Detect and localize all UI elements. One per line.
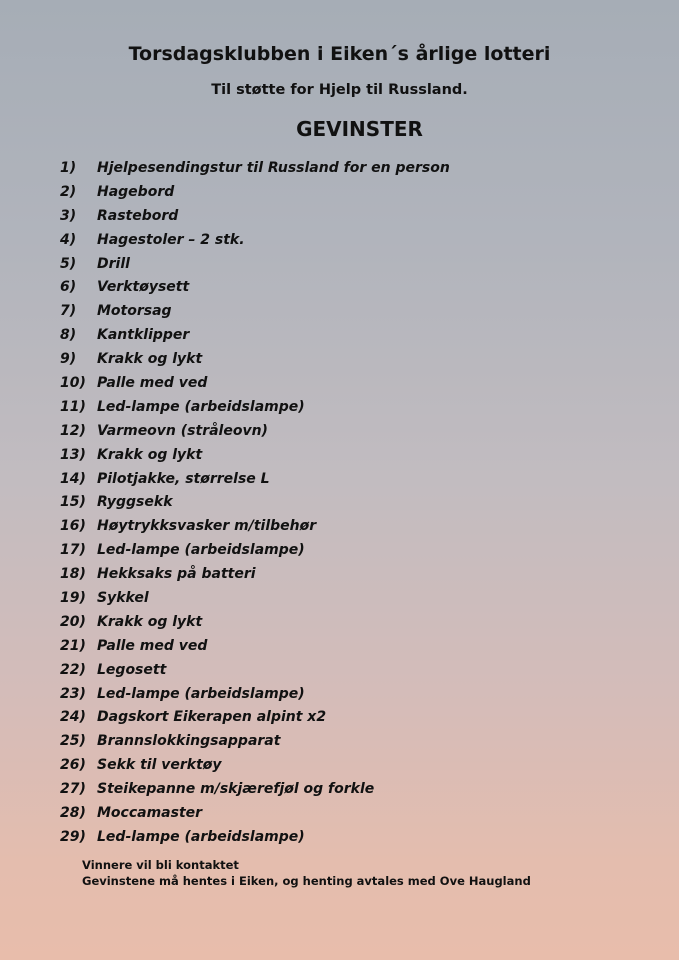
prize-label: Led-lampe (arbeidslampe) [97,398,305,415]
prize-number: 3) [60,207,77,224]
prize-label: Kantklipper [97,327,190,344]
prize-label: Sykkel [97,589,149,606]
prize-item [60,395,450,419]
prize-item [60,658,450,682]
prize-item [60,347,450,371]
prize-number: 28) [60,804,86,821]
prize-item [60,419,450,443]
prize-label: Palle med ved [97,374,208,391]
prize-item [60,610,450,634]
prize-label: Dagskort Eikerapen alpint x2 [97,709,327,726]
prize-label: Led-lampe (arbeidslampe) [97,828,305,845]
document-subtitle: Til støtte for Hjelp til Russland. [211,82,468,98]
prize-item [60,275,450,299]
prize-label: Drill [97,255,130,272]
prize-number: 12) [60,422,86,439]
prize-number: 6) [60,279,77,296]
prize-number: 16) [60,518,86,535]
prize-label: Rastebord [97,207,179,224]
prize-number: 2) [60,183,77,200]
prize-number: 18) [60,566,86,583]
prize-label: Varmeovn (stråleovn) [97,422,268,439]
prize-number: 5) [60,255,77,272]
prize-number: 21) [60,637,86,654]
prize-item [60,705,450,729]
prize-item [60,228,450,252]
prize-label: Ryggsekk [97,494,173,511]
prize-item [60,323,450,347]
prize-number: 8) [60,327,77,344]
prize-number: 1) [60,159,77,176]
prize-label: Sekk til verktøy [97,757,222,774]
prize-label: Legosett [97,661,167,678]
prize-label: Hjelpesendingstur til Russland for en person [97,159,450,176]
prize-item [60,634,450,658]
prize-item [60,299,450,323]
prize-number: 29) [60,828,86,845]
prize-label: Motorsag [97,303,172,320]
prize-item [60,156,450,180]
prize-number: 25) [60,733,86,750]
prize-number: 4) [60,231,77,248]
prize-item [60,753,450,777]
prize-label: Steikepanne m/skjærefjøl og forkle [97,781,375,798]
prize-label: Led-lampe (arbeidslampe) [97,685,305,702]
prize-number: 10) [60,374,86,391]
prize-number: 26) [60,757,86,774]
prize-label: Moccamaster [97,804,203,821]
footer-line-pickup: Gevinstene må hentes i Eiken, og henting avtales med Ove Haugland [82,874,531,888]
prize-item [60,490,450,514]
prize-item [60,586,450,610]
prize-item [60,729,450,753]
prizes-heading: GEVINSTER [296,117,423,141]
prize-label: Krakk og lykt [97,351,203,368]
prize-number: 7) [60,303,77,320]
prize-item [60,467,450,491]
prize-item [60,825,450,849]
prize-item [60,777,450,801]
prize-label: Krakk og lykt [97,613,203,630]
prize-item [60,562,450,586]
prize-label: Hekksaks på batteri [97,566,256,583]
prize-label: Verktøysett [97,279,190,296]
prize-item [60,514,450,538]
prize-label: Brannslokkingsapparat [97,733,281,750]
prize-number: 27) [60,781,86,798]
prize-item [60,204,450,228]
prize-item [60,252,450,276]
prize-label: Høytrykksvasker m/tilbehør [97,518,317,535]
footer-note [82,857,531,889]
prize-item [60,538,450,562]
prize-label: Krakk og lykt [97,446,203,463]
prize-item [60,180,450,204]
prize-item [60,682,450,706]
prize-number: 19) [60,589,86,606]
prize-number: 17) [60,542,86,559]
prize-number: 11) [60,398,86,415]
prize-label: Hagebord [97,183,175,200]
prize-label: Led-lampe (arbeidslampe) [97,542,305,559]
prize-number: 20) [60,613,86,630]
prize-number: 13) [60,446,86,463]
prize-label: Hagestoler – 2 stk. [97,231,245,248]
prize-number: 9) [60,351,77,368]
prize-label: Pilotjakke, størrelse L [97,470,270,487]
prize-list [60,156,450,849]
prize-number: 23) [60,685,86,702]
document-title: Torsdagsklubben i Eiken´s årlige lotteri [128,43,551,65]
prize-item [60,371,450,395]
prize-number: 24) [60,709,86,726]
prize-item [60,443,450,467]
footer-line-winners: Vinnere vil bli kontaktet [82,858,239,872]
prize-number: 22) [60,661,86,678]
prize-number: 14) [60,470,86,487]
prize-item [60,801,450,825]
prize-number: 15) [60,494,86,511]
prize-label: Palle med ved [97,637,208,654]
